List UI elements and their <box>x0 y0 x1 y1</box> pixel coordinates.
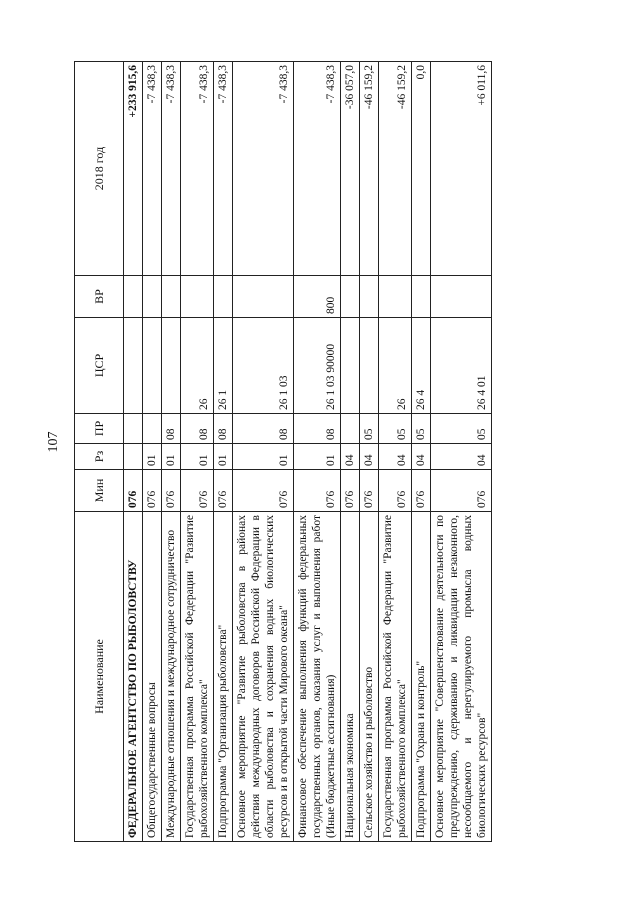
cell-pr: 08 <box>162 414 181 444</box>
cell-csr: 26 4 01 <box>431 318 492 414</box>
page-number: 107 <box>46 431 61 453</box>
cell-rz: 04 <box>341 444 360 470</box>
cell-pr: 08 <box>214 414 233 444</box>
cell-min: 076 <box>162 470 181 512</box>
rotated-page-content <box>74 62 584 842</box>
cell-vr <box>214 276 233 318</box>
cell-vr <box>233 276 294 318</box>
cell-amount: -7 438,3 <box>162 62 181 276</box>
table-header-row <box>75 62 124 842</box>
table-row <box>162 62 181 842</box>
cell-pr: 05 <box>379 414 412 444</box>
cell-rz: 01 <box>233 444 294 470</box>
header-min: Мин <box>75 470 124 512</box>
table-row <box>379 62 412 842</box>
header-amount: 2018 год <box>75 62 124 276</box>
cell-name: Подпрограмма "Организация рыболовства" <box>214 512 233 842</box>
cell-min: 076 <box>124 470 143 512</box>
cell-amount: +233 915,6 <box>124 62 143 276</box>
cell-rz: 01 <box>294 444 341 470</box>
cell-vr <box>124 276 143 318</box>
cell-amount: -7 438,3 <box>181 62 214 276</box>
cell-amount: -46 159,2 <box>379 62 412 276</box>
cell-rz: 04 <box>412 444 431 470</box>
cell-amount: -7 438,3 <box>294 62 341 276</box>
cell-amount: -7 438,3 <box>214 62 233 276</box>
header-rz: Рз <box>75 444 124 470</box>
cell-csr <box>341 318 360 414</box>
cell-vr <box>181 276 214 318</box>
cell-csr: 26 <box>379 318 412 414</box>
cell-csr: 26 4 <box>412 318 431 414</box>
cell-csr: 26 1 03 90000 <box>294 318 341 414</box>
cell-vr <box>412 276 431 318</box>
budget-table <box>74 61 492 842</box>
table-row <box>124 62 143 842</box>
cell-pr: 08 <box>233 414 294 444</box>
table-row <box>360 62 379 842</box>
cell-amount: -7 438,3 <box>233 62 294 276</box>
cell-amount: 0,0 <box>412 62 431 276</box>
cell-rz: 01 <box>162 444 181 470</box>
table-row <box>181 62 214 842</box>
table-row <box>341 62 360 842</box>
cell-amount: -46 159,2 <box>360 62 379 276</box>
cell-name: Национальная экономика <box>341 512 360 842</box>
cell-name: Подпрограмма "Охрана и контроль" <box>412 512 431 842</box>
cell-csr <box>143 318 162 414</box>
cell-vr: 800 <box>294 276 341 318</box>
cell-name: ФЕДЕРАЛЬНОЕ АГЕНТСТВО ПО РЫБОЛОВСТВУ <box>124 512 143 842</box>
cell-pr <box>341 414 360 444</box>
cell-min: 076 <box>181 470 214 512</box>
table-row <box>412 62 431 842</box>
table-row <box>294 62 341 842</box>
cell-name: Международные отношения и международное сотрудничество <box>162 512 181 842</box>
cell-pr <box>124 414 143 444</box>
cell-rz: 01 <box>143 444 162 470</box>
cell-pr: 05 <box>412 414 431 444</box>
header-vr: ВР <box>75 276 124 318</box>
cell-name: Государственная программа Российской Федерации "Развитие рыбохозяйственного комплекса" <box>379 512 412 842</box>
table-row <box>143 62 162 842</box>
cell-rz: 01 <box>181 444 214 470</box>
cell-min: 076 <box>431 470 492 512</box>
header-name: Наименование <box>75 512 124 842</box>
header-csr: ЦСР <box>75 318 124 414</box>
cell-min: 076 <box>233 470 294 512</box>
cell-csr <box>124 318 143 414</box>
cell-rz: 04 <box>431 444 492 470</box>
cell-vr <box>162 276 181 318</box>
cell-vr <box>379 276 412 318</box>
cell-min: 076 <box>214 470 233 512</box>
cell-amount: +6 011,6 <box>431 62 492 276</box>
cell-csr <box>360 318 379 414</box>
cell-vr <box>143 276 162 318</box>
cell-rz: 04 <box>379 444 412 470</box>
table-row <box>431 62 492 842</box>
cell-pr <box>143 414 162 444</box>
cell-rz: 01 <box>214 444 233 470</box>
cell-min: 076 <box>379 470 412 512</box>
cell-csr: 26 1 <box>214 318 233 414</box>
cell-rz <box>124 444 143 470</box>
cell-vr <box>360 276 379 318</box>
cell-csr <box>162 318 181 414</box>
cell-pr: 08 <box>294 414 341 444</box>
cell-min: 076 <box>360 470 379 512</box>
table-row <box>214 62 233 842</box>
cell-min: 076 <box>294 470 341 512</box>
cell-name: Основное мероприятие "Развитие рыболовства в районах действия международных договоров Российской Федерации в области рыболовства и сохранения водных биологических ресурсов и в открытой части Мирового океана" <box>233 512 294 842</box>
cell-name: Общегосударственные вопросы <box>143 512 162 842</box>
cell-amount: -7 438,3 <box>143 62 162 276</box>
cell-vr <box>341 276 360 318</box>
cell-pr: 05 <box>431 414 492 444</box>
cell-amount: -36 057,0 <box>341 62 360 276</box>
header-pr: ПР <box>75 414 124 444</box>
cell-min: 076 <box>341 470 360 512</box>
cell-min: 076 <box>143 470 162 512</box>
cell-csr: 26 1 03 <box>233 318 294 414</box>
cell-name: Государственная программа Российской Федерации "Развитие рыбохозяйственного комплекса" <box>181 512 214 842</box>
table-row <box>233 62 294 842</box>
cell-pr: 08 <box>181 414 214 444</box>
cell-pr: 05 <box>360 414 379 444</box>
cell-min: 076 <box>412 470 431 512</box>
cell-name: Финансовое обеспечение выполнения функций федеральных государственных органов, оказания услуг и выполнения работ (Иные бюджетные ассигнования) <box>294 512 341 842</box>
cell-name: Основное мероприятие "Совершенствование деятельности по предупреждению, сдерживанию и ликвидации незаконного, несообщаемого и нерегулируемого промысла водных биологических ресурсов" <box>431 512 492 842</box>
cell-csr: 26 <box>181 318 214 414</box>
cell-vr <box>431 276 492 318</box>
cell-rz: 04 <box>360 444 379 470</box>
cell-name: Сельское хозяйство и рыболовство <box>360 512 379 842</box>
